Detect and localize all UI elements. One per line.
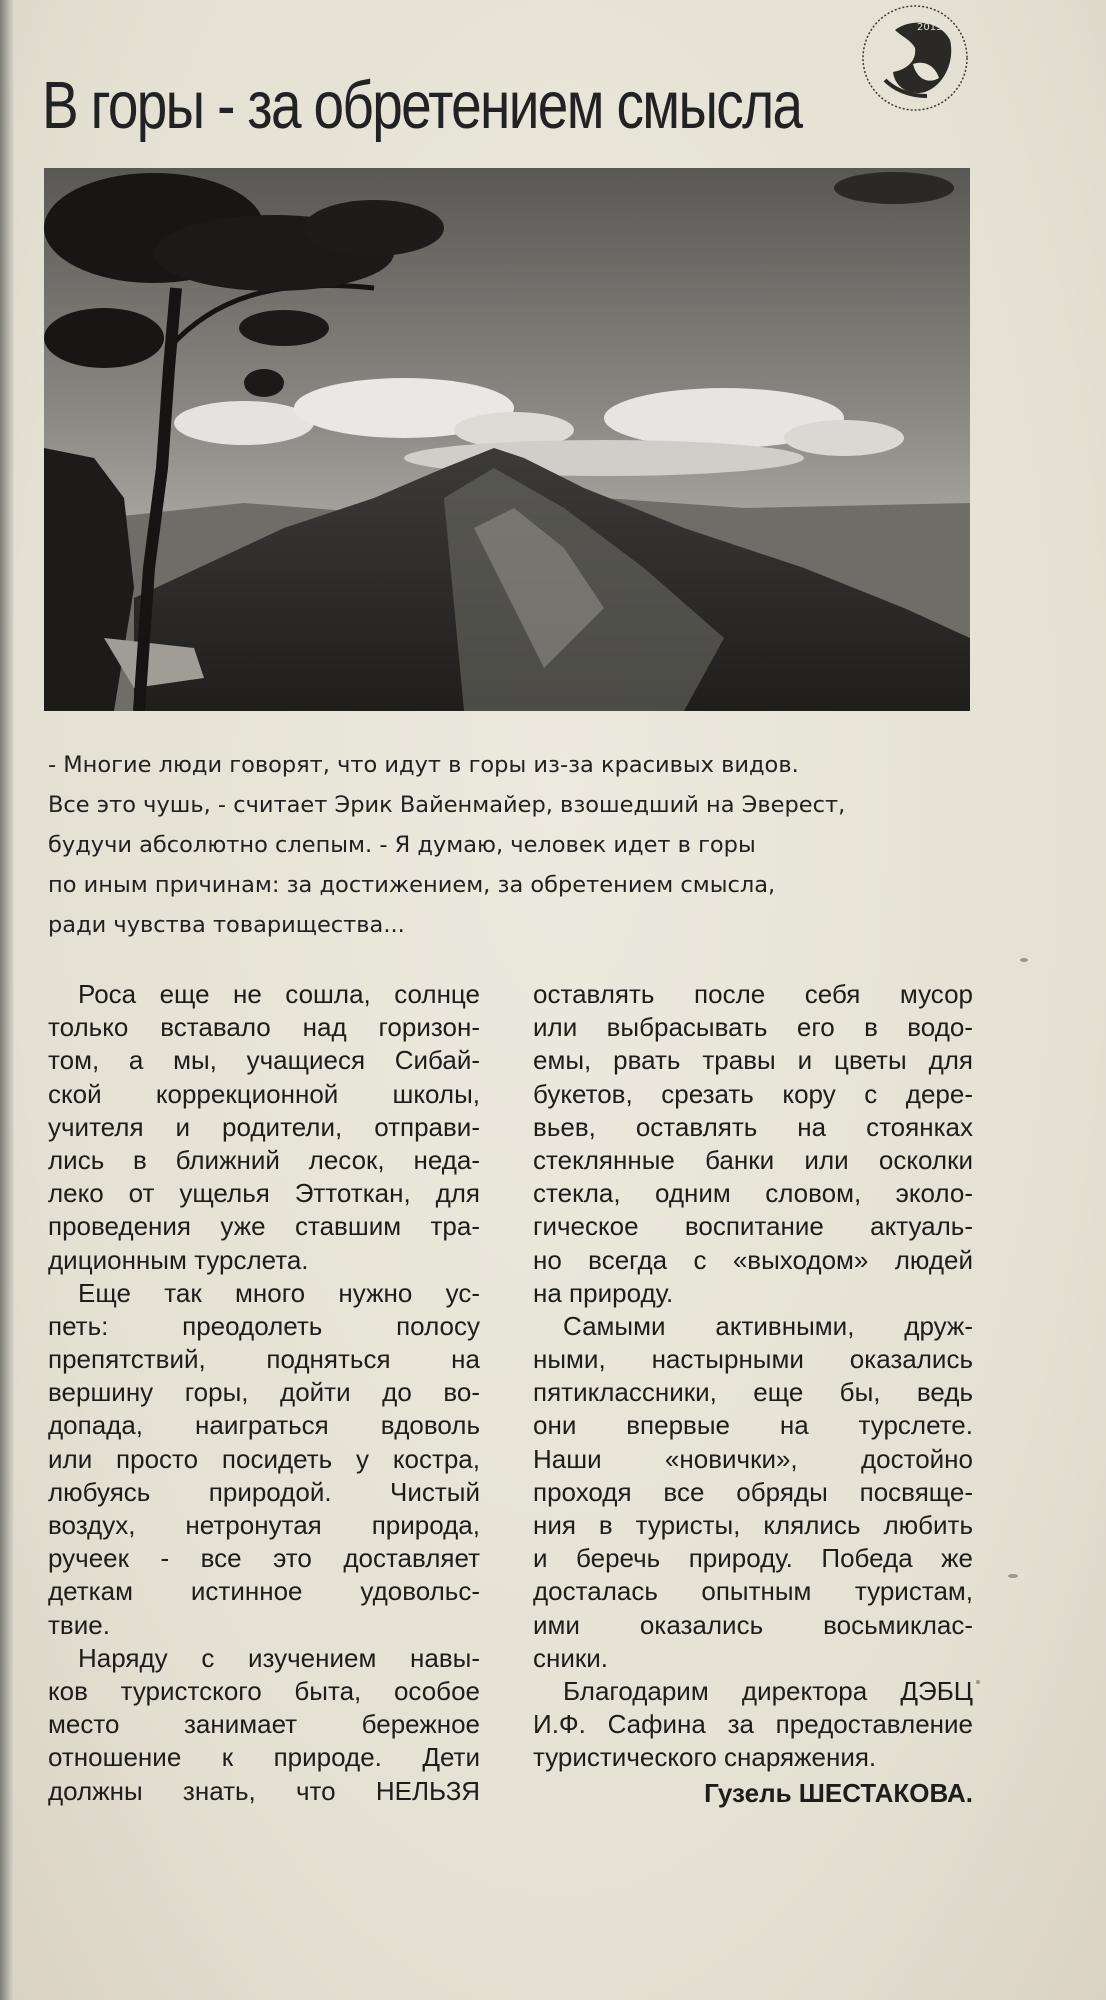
body-line: гическое воспитание актуаль-	[533, 1211, 973, 1242]
paper-speck	[976, 1680, 980, 1684]
body-line: Благодарим директора ДЭБЦ	[563, 1675, 973, 1706]
body-line: препятствий, подняться на	[48, 1344, 480, 1375]
article-author: Гузель ШЕСТАКОВА.	[704, 1778, 973, 1808]
body-line: ков туристского быта, особое	[48, 1675, 480, 1706]
body-line: емы, рвать травы и цветы для	[533, 1045, 973, 1076]
body-line: допада, наиграться вдоволь	[48, 1410, 480, 1441]
body-line: Самыми активными, друж-	[563, 1310, 973, 1341]
body-line: диционным турслета.	[48, 1244, 309, 1275]
page-edge-shadow	[0, 0, 14, 2000]
article-column-right	[533, 978, 973, 1775]
body-line: должны знать, что НЕЛЬЗЯ	[48, 1775, 480, 1806]
paper-speck	[1008, 1574, 1018, 1578]
paper-speck	[1020, 958, 1028, 962]
body-line: стекла, одним словом, эколо-	[533, 1178, 973, 1209]
body-line: твие.	[48, 1609, 110, 1640]
body-line: том, а мы, учащиеся Сибай-	[48, 1045, 480, 1076]
body-line: лись в ближний лесок, неда-	[48, 1144, 480, 1175]
body-line: ими оказались восьмиклас-	[533, 1609, 973, 1640]
body-line: вьев, оставлять на стоянках	[533, 1111, 973, 1142]
body-line: проходя все обряды посвяще-	[533, 1476, 973, 1507]
body-line: туристического снаряжения.	[533, 1742, 877, 1773]
body-line: и беречь природу. Победа же	[533, 1543, 973, 1574]
mountain-landscape-photo	[44, 168, 970, 711]
body-line: леко от ущелья Эттоткан, для	[48, 1178, 480, 1209]
lead-line: ради чувства товарищества...	[48, 912, 405, 938]
body-line: ской коррекционной школы,	[48, 1078, 480, 1109]
body-line: любуясь природой. Чистый	[48, 1476, 480, 1507]
body-line: проведения уже ставшим тра-	[48, 1211, 480, 1242]
body-line: или просто посидеть у костра,	[48, 1443, 480, 1474]
lead-line: по иным причинам: за достижением, за обретением смысла,	[48, 872, 776, 898]
body-line: Наряду с изучением навы-	[78, 1642, 480, 1673]
body-line: или выбрасывать его в водо-	[533, 1012, 973, 1043]
body-line: отношение к природе. Дети	[48, 1742, 480, 1773]
emblem-year: 2013	[917, 22, 943, 33]
body-line: вершину горы, дойти до во-	[48, 1377, 480, 1408]
article-lead-quote	[48, 745, 928, 945]
body-line: учителя и родители, отправи-	[48, 1111, 480, 1142]
body-line: только вставало над горизон-	[48, 1012, 480, 1043]
lead-line: будучи абсолютно слепым. - Я думаю, человек идет в горы	[48, 832, 756, 858]
lead-line: Все это чушь, - считает Эрик Вайенмайер, взошедший на Эверест,	[48, 792, 846, 818]
body-line: ния в туристы, клялись любить	[533, 1510, 973, 1540]
article-column-left	[48, 978, 480, 1808]
body-line: сники.	[533, 1642, 609, 1673]
body-line: букетов, срезать кору с дере-	[533, 1078, 973, 1109]
body-line: Роса еще не сошла, солнце	[78, 979, 480, 1009]
body-line: ручеек - все это доставляет	[48, 1543, 480, 1574]
body-line: Наши «новички», достойно	[533, 1443, 973, 1474]
body-line: оставлять после себя мусор	[533, 979, 973, 1009]
body-line: стеклянные банки или осколки	[533, 1144, 973, 1175]
body-line: петь: преодолеть полосу	[48, 1310, 480, 1341]
body-line: они впервые на турслете.	[533, 1410, 973, 1441]
body-line: Еще так много нужно ус-	[78, 1277, 480, 1308]
lead-line: - Многие люди говорят, что идут в горы из-за красивых видов.	[48, 752, 799, 778]
article-title: В горы - за обретением смысла	[42, 67, 802, 143]
body-line: воздух, нетронутая природа,	[48, 1510, 480, 1540]
body-line: пятиклассники, еще бы, ведь	[533, 1377, 973, 1408]
ecology-year-emblem-icon	[855, 0, 975, 120]
body-line: на природу.	[533, 1277, 674, 1308]
body-line: деткам истинное удовольс-	[48, 1576, 480, 1607]
body-line: место занимает бережное	[48, 1709, 480, 1740]
body-line: И.Ф. Сафина за предоставление	[533, 1709, 973, 1740]
body-line: досталась опытным туристам,	[533, 1576, 973, 1607]
body-line: но всегда с «выходом» людей	[533, 1244, 973, 1275]
body-line: ными, настырными оказались	[533, 1344, 973, 1375]
